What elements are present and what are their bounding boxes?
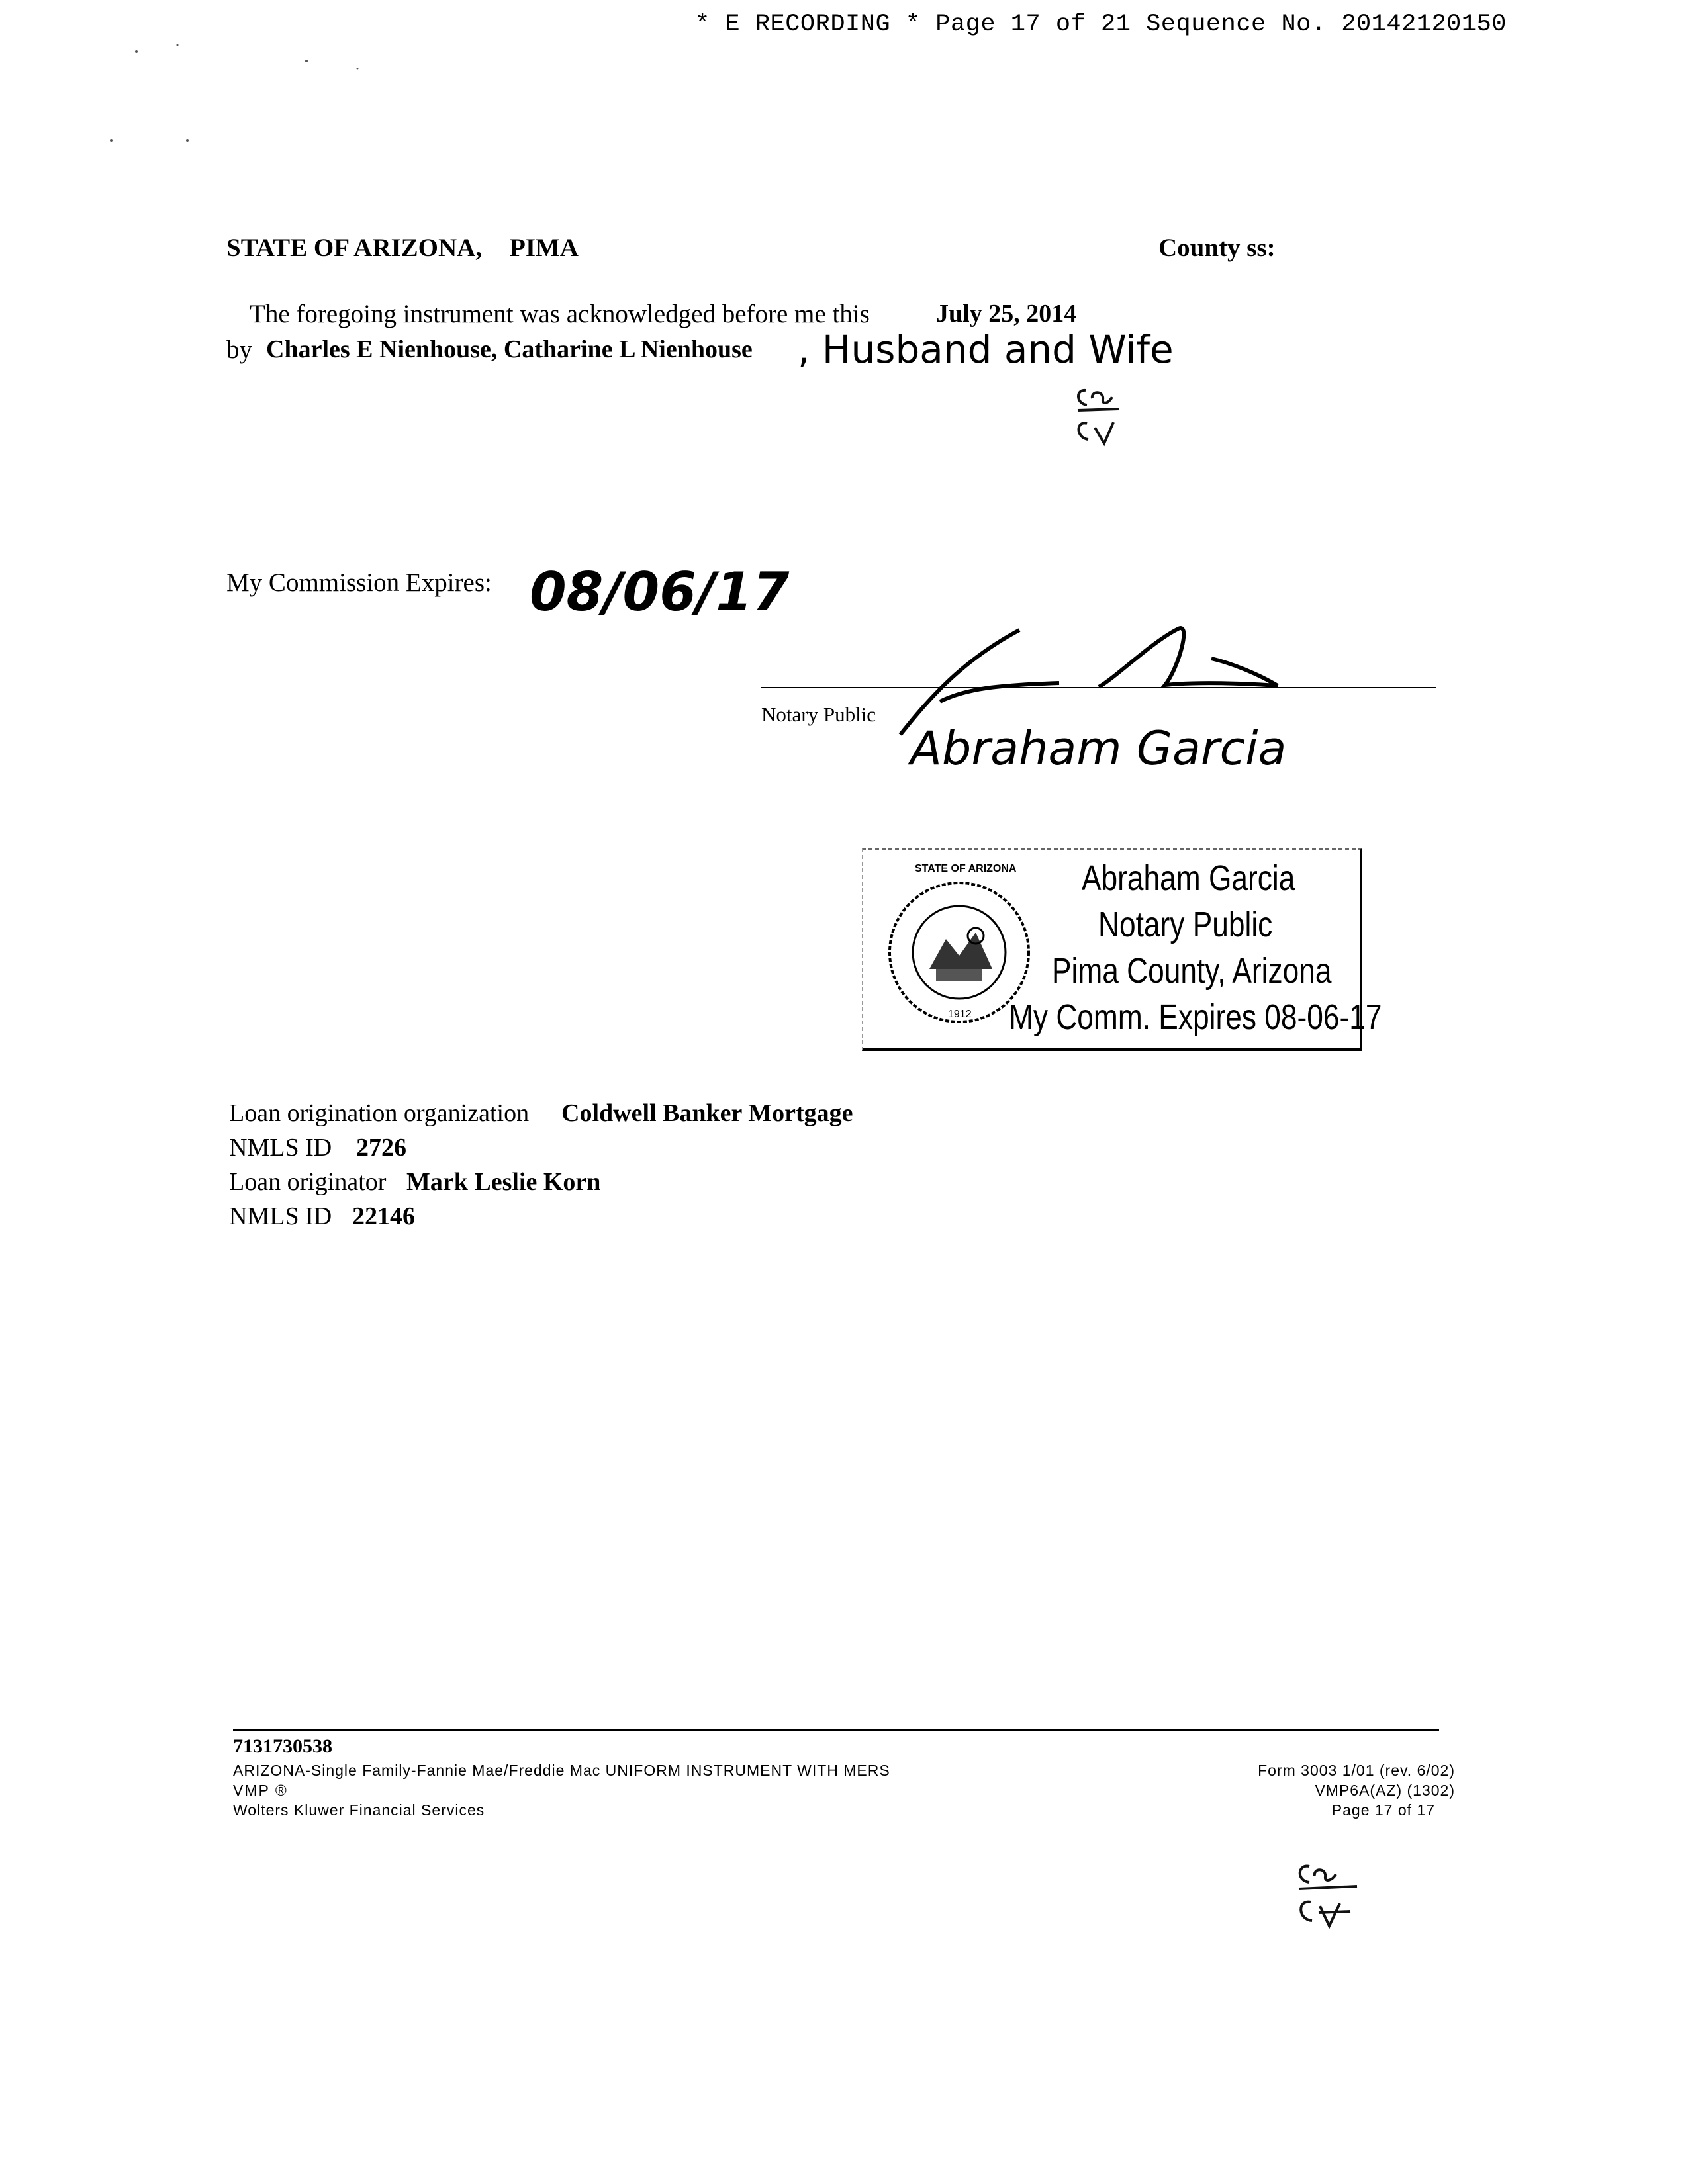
recording-header: * E RECORDING * Page 17 of 21 Sequence No. 20142120150 <box>695 11 1507 38</box>
notary-handwritten-name: Abraham Garcia <box>910 721 1287 776</box>
loan-originator-value: Mark Leslie Korn <box>406 1168 601 1196</box>
org-nmls-label: NMLS ID <box>229 1134 332 1161</box>
originator-nmls-value: 22146 <box>352 1203 415 1230</box>
by-label: by <box>226 336 252 364</box>
originator-nmls-label: NMLS ID <box>229 1203 332 1230</box>
seal-text: STATE OF ARIZONA <box>915 863 1017 874</box>
footer-company-line: Wolters Kluwer Financial Services <box>233 1801 485 1819</box>
scan-specks <box>0 0 265 159</box>
stamp-name: Abraham Garcia <box>1082 858 1295 898</box>
loan-org-label: Loan origination organization <box>229 1099 530 1127</box>
seal-year: 1912 <box>948 1009 972 1020</box>
acknowledgment-intro: The foregoing instrument was acknowledged before me this <box>250 300 870 328</box>
footer-form-line: Form 3003 1/01 (rev. 6/02) <box>1258 1762 1455 1779</box>
org-nmls-value: 2726 <box>356 1134 406 1161</box>
footer-vmp-code-line: VMP6A(AZ) (1302) <box>1315 1782 1455 1799</box>
acknowledgment-date: July 25, 2014 <box>936 300 1077 328</box>
notary-stamp <box>862 848 1382 1051</box>
commission-label: My Commission Expires: <box>226 569 492 597</box>
footer-page-line: Page 17 of 17 <box>1331 1801 1435 1819</box>
state-label: STATE OF ARIZONA, <box>226 234 483 262</box>
commission-handwritten-date: 08/06/17 <box>530 561 790 623</box>
stamp-expires: My Comm. Expires 08-06-17 <box>1009 997 1382 1037</box>
initials-mark-bottom <box>1291 1846 1397 1939</box>
notary-public-label: Notary Public <box>761 703 876 726</box>
handwritten-husband-and-wife: , Husband and Wife <box>798 327 1174 372</box>
footer-loan-number: 7131730538 <box>233 1735 332 1757</box>
county-name: PIMA <box>510 234 579 262</box>
loan-originator-label: Loan originator <box>229 1168 387 1196</box>
county-label: County ss: <box>1158 234 1276 262</box>
signers-names: Charles E Nienhouse, Catharine L Nienhouse <box>266 336 753 363</box>
footer-vmp-line: VMP ® <box>233 1782 288 1799</box>
footer-instrument-line: ARIZONA-Single Family-Fannie Mae/Freddie Mac UNIFORM INSTRUMENT WITH MERS <box>233 1762 890 1779</box>
stamp-county: Pima County, Arizona <box>1052 951 1332 991</box>
loan-org-value: Coldwell Banker Mortgage <box>561 1099 853 1127</box>
initials-mark-top <box>1072 371 1165 450</box>
footer-rule <box>233 1729 1439 1731</box>
stamp-title: Notary Public <box>1098 905 1273 944</box>
